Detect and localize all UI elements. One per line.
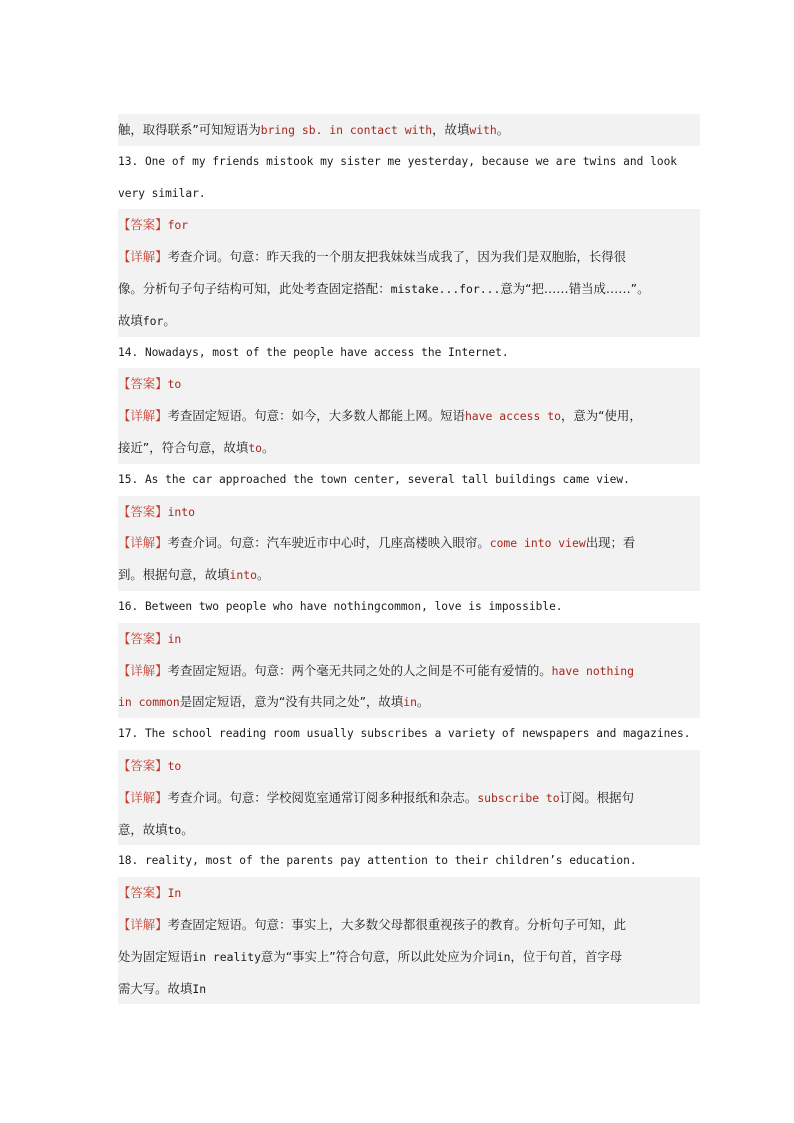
answer-value: for (167, 218, 189, 233)
answer-tag: 【答案】 (118, 217, 168, 233)
detail-13-line-1: 【详解】考查介词。句意：昨天我的一个朋友把我妹妹当成我了，因为我们是双胞胎，长得很 (118, 241, 700, 273)
detail-18-line-1: 【详解】考查固定短语。句意：事实上，大多数父母都很重视孩子的教育。分析句子可知，此 (118, 909, 700, 941)
detail-17-line-2: 意，故填to。 (118, 814, 700, 846)
document-page (118, 114, 700, 1004)
prev-detail-line: 触，取得联系”可知短语为bring sb. in contact with，故填with。 (118, 114, 700, 146)
answer-18 (118, 877, 700, 909)
detail-18-line-2: 处为固定短语in reality意为“事实上”符合句意，所以此处应为介词in，位于句首，首字母 (118, 941, 700, 973)
detail-15-line-1: 【详解】考查介词。句意：汽车驶近市中心时，几座高楼映入眼帘。come into view出现；看 (118, 527, 700, 559)
answer-15 (118, 496, 700, 528)
question-13-line-2: very similar. (118, 186, 206, 200)
detail-13-line-2: 像。分析句子句子结构可知，此处考查固定搭配：mistake...for...意为“把……错当成……”。 (118, 273, 700, 305)
question-17-line-1: 17. The school reading room usually subscribes a variety of newspapers and magazines. (118, 727, 691, 741)
detail-14-line-2: 接近”，符合句意，故填to。 (118, 432, 700, 464)
answer-tag: 【答案】 (118, 757, 168, 773)
answer-16 (118, 623, 700, 655)
answer-14 (118, 368, 700, 400)
answer-tag: 【答案】 (118, 503, 168, 519)
question-16-line-1: 16. Between two people who have nothingcommon, love is impossible. (118, 599, 563, 613)
answer-value: into (167, 504, 195, 519)
answer-13 (118, 209, 700, 241)
answer-value: in (167, 631, 182, 646)
detail-tag: 【详解】 (118, 408, 168, 424)
answer-word: with (469, 123, 497, 137)
phrase: bring sb. in contact with (260, 123, 433, 137)
detail-tag: 【详解】 (118, 916, 168, 932)
answer-17 (118, 750, 700, 782)
question-18-line-1: 18. reality, most of the parents pay attention to their children’s education. (118, 854, 637, 868)
detail-14-line-1: 【详解】考查固定短语。句意：如今，大多数人都能上网。短语have access to，意为“使用， (118, 400, 700, 432)
answer-tag: 【答案】 (118, 376, 168, 392)
answer-value: In (167, 886, 182, 901)
answer-value: to (167, 758, 182, 773)
question-14-line-1: 14. Nowadays, most of the people have access the Internet. (118, 345, 509, 359)
detail-tag: 【详解】 (118, 249, 168, 265)
detail-text: ，故填 (432, 122, 470, 137)
detail-text: 触，取得联系”可知短语为 (118, 122, 261, 137)
answer-value: to (167, 377, 182, 392)
answer-tag: 【答案】 (118, 885, 168, 901)
detail-16-line-2: in common是固定短语，意为“没有共同之处”，故填in。 (118, 686, 700, 718)
detail-13-line-3: 故填for。 (118, 305, 700, 337)
detail-16-line-1: 【详解】考查固定短语。句意：两个毫无共同之处的人之间是不可能有爱情的。have nothing (118, 655, 700, 687)
question-13-line-1: 13. One of my friends mistook my sister me yesterday, because we are twins and look (118, 154, 678, 168)
question-15-line-1: 15. As the car approached the town center, several tall buildings came view. (118, 472, 630, 486)
detail-tag: 【详解】 (118, 662, 168, 678)
detail-tag: 【详解】 (118, 535, 168, 551)
detail-18-line-3: 需大写。故填In (118, 973, 700, 1005)
detail-15-line-2: 到。根据句意，故填into。 (118, 559, 700, 591)
answer-tag: 【答案】 (118, 630, 168, 646)
detail-tag: 【详解】 (118, 789, 168, 805)
detail-17-line-1: 【详解】考查介词。句意：学校阅览室通常订阅多种报纸和杂志。subscribe to订阅。根据句 (118, 782, 700, 814)
